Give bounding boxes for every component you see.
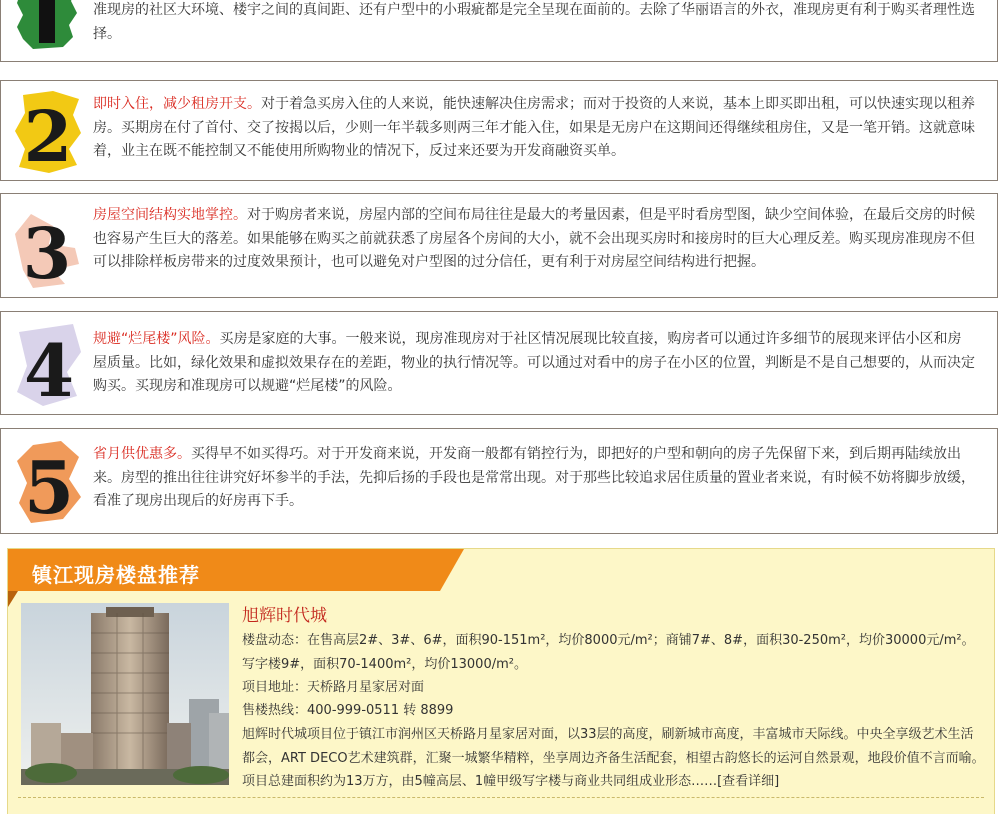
property-description-block	[242, 723, 986, 794]
tip-2-lead: 即时入住，减少租房开支。	[93, 96, 261, 112]
view-details-link[interactable]: [查看详细]	[717, 774, 780, 789]
number-4-icon	[13, 322, 83, 406]
svg-text:2: 2	[23, 95, 73, 173]
tip-card-3	[0, 193, 998, 298]
tip-3-lead: 房屋空间结构实地掌控。	[93, 207, 247, 223]
divider	[18, 797, 984, 798]
property-name-link[interactable]: 旭辉时代城	[242, 606, 327, 626]
number-2-icon	[13, 91, 83, 173]
recommend-panel	[7, 548, 995, 814]
property-dynamics: 楼盘动态：在售高层2#、3#、6#，面积90-151m²，均价8000元/m²；商铺7#、8#，面积30-250m²，均价30000元/m²。 写字楼9#，面积70-1400m²，均价13000/m²。	[242, 633, 975, 672]
recommend-title: 镇江现房楼盘推荐	[32, 563, 200, 587]
property-photo[interactable]	[21, 603, 229, 785]
tip-2-body: 对于着急买房入住的人来说，能快速解决住房需求；而对于投资的人来说，基本上即买即出租，可以快速实现以租养房。买期房在付了首付、交了按揭以后，少则一年半载多则两三年才能入住，如果是无房户在这期间还得继续租房住，又是一笔开销。这就意味着，业主在既不能控制又不能使用所购物业的情况下，反过来还要为开发商融资买单。	[93, 96, 975, 159]
svg-text:5: 5	[23, 445, 75, 523]
tip-5-lead: 省月供优惠多。	[93, 446, 191, 462]
tip-1-body: 准现房的社区大环境、楼宇之间的真间距、还有户型中的小瑕疵都是完全呈现在面前的。去除了华丽语言的外衣，准现房更有利于购买者理性选择。	[93, 2, 975, 42]
tip-5-body: 买得早不如买得巧。对于开发商来说，开发商一般都有销控行为，即把好的户型和朝向的房子先保留下来，到后期再陆续放出来。房型的推出往往讲究好坏参半的手法，先抑后扬的手段也是常常出现。对于那些比较追求居住质量的置业者来说，有时候不妨将脚步放缓，看准了现房出现后的好房再下手。	[93, 446, 975, 509]
property-address: 项目地址：天桥路月星家居对面	[242, 680, 425, 695]
tip-card-1	[0, 0, 998, 62]
property-hotline: 售楼热线：400-999-0511 转 8899	[242, 703, 454, 718]
tip-4-body: 买房是家庭的大事。一般来说，现房准现房对于社区情况展现比较直接，购房者可以通过许多细节的展现来评估小区和房屋质量。比如，绿化效果和虚拟效果存在的差距，物业的执行情况等。可以通过对看中的房子在小区的位置，判断是不是自己想要的，从而决定购买。买现房和准现房可以规避“烂尾楼”的风险。	[93, 331, 975, 394]
number-5-icon	[13, 439, 83, 523]
tip-3-body: 对于购房者来说，房屋内部的空间布局往往是最大的考量因素，但是平时看房型图，缺少空间体验，在最后交房的时候也容易产生巨大的落差。如果能够在购买之前就获悉了房屋各个房间的大小，就不会出现买房时和接房时的巨大心理反差。购买现房准现房不但可以排除样板房带来的过度效果预计，也可以避免对户型图的过分信任，更有利于对房屋空间结构进行把握。	[93, 207, 975, 270]
tip-card-2	[0, 80, 998, 181]
svg-text:4: 4	[23, 328, 75, 406]
property-description: 旭辉时代城项目位于镇江市润州区天桥路月星家居对面，以33层的高度，刷新城市高度，丰富城市天际线。中央全享级艺术生活都会，ART DECO艺术建筑群，汇聚一城繁华精粹，坐享周边齐备生活配套，相望古韵悠长的运河自然景观，地段价值不言而喻。项目总建面积约为13万方，由5幢高层、1幢甲级写字楼与商业共同组成业形态……	[242, 727, 985, 789]
svg-text:3: 3	[22, 212, 72, 288]
tip-4-lead: 规避“烂尾楼”风险。	[93, 331, 220, 347]
tip-card-5	[0, 428, 998, 534]
number-1-icon	[13, 0, 83, 49]
number-3-icon	[13, 204, 83, 288]
tip-card-4	[0, 311, 998, 415]
